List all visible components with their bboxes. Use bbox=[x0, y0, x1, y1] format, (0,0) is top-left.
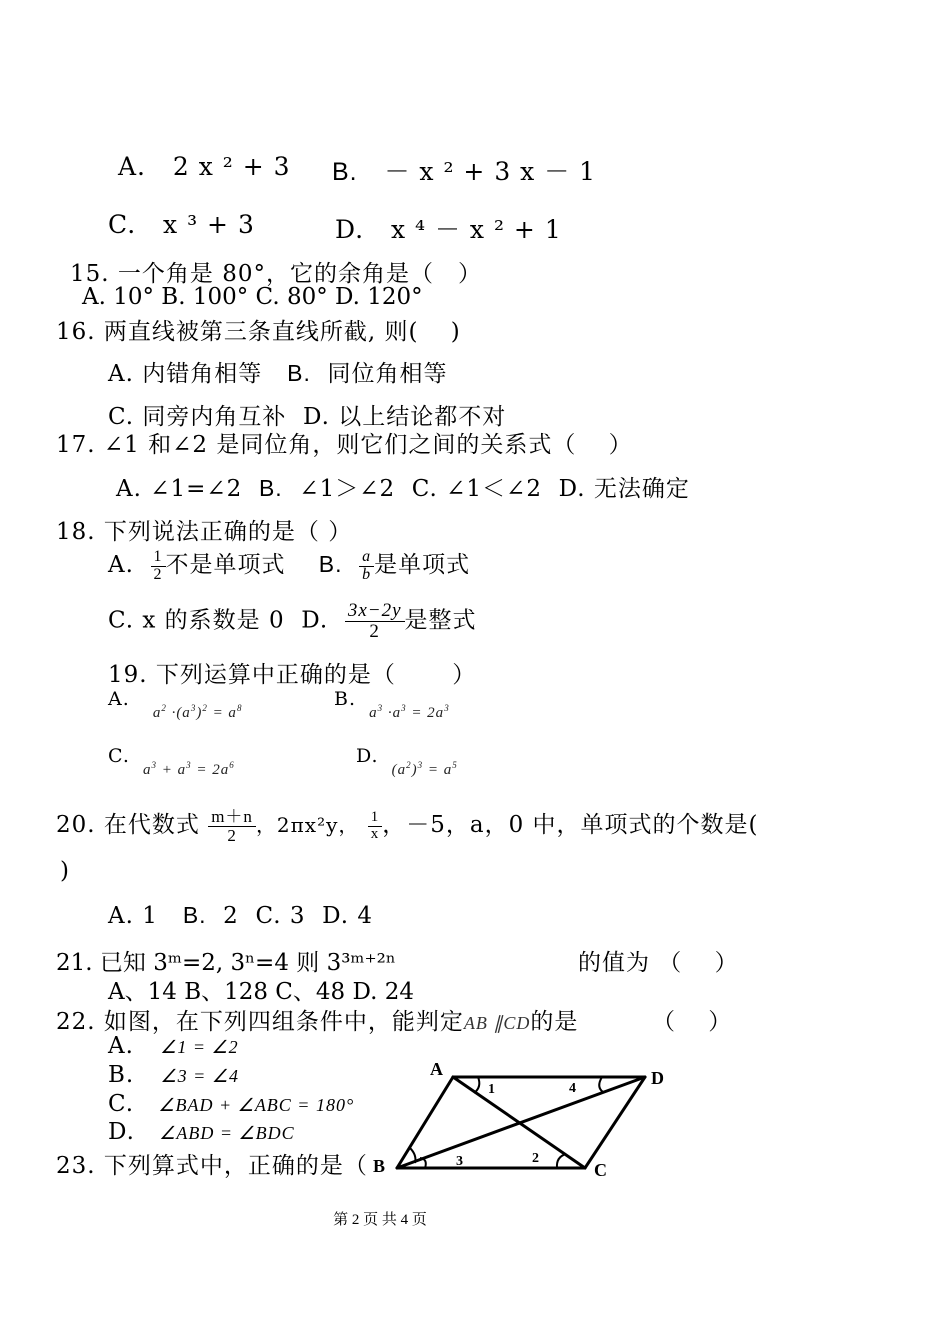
option-c: C. ∠1＜∠2 bbox=[411, 476, 542, 502]
q22-stem-pre: 22. 如图，在下列四组条件中，能判定 bbox=[56, 1009, 464, 1035]
option-d-text: 是整式 bbox=[404, 607, 477, 634]
option-c: C. x 的系数是 0 bbox=[108, 607, 285, 634]
option-d: D. 4 bbox=[322, 903, 373, 929]
option-a-text: 不是单项式 bbox=[165, 552, 286, 578]
option-expr: x ³ + 3 bbox=[163, 210, 255, 239]
option-d: D. 以上结论都不对 bbox=[303, 404, 507, 430]
q14-option-a bbox=[118, 152, 291, 181]
q22-stem-post: 的是 bbox=[530, 1009, 579, 1035]
q16-options-ab bbox=[108, 355, 448, 388]
option-label: A. bbox=[118, 152, 147, 181]
q22-option-a bbox=[108, 1033, 239, 1059]
q20-stem-pre: 20. 在代数式 bbox=[56, 812, 200, 838]
option-d: D. 无法确定 bbox=[558, 476, 690, 502]
parallelogram-figure bbox=[370, 1055, 670, 1185]
q18-options-cd bbox=[108, 601, 477, 642]
q19-stem: 19. 下列运算中正确的是（ ） bbox=[108, 662, 477, 688]
fraction-one-half: $\frac{1}{2}$ bbox=[151, 549, 166, 584]
vertex-label-a: A bbox=[430, 1059, 443, 1079]
formula-a: a2 ·(a3)2 = a8 bbox=[152, 703, 243, 721]
segment-ab bbox=[397, 1077, 453, 1168]
q20-stem-post: ，－5，a，0 中，单项式的个数是( bbox=[382, 812, 759, 838]
q20-options bbox=[108, 902, 373, 929]
condition-c: ∠BAD + ∠ABC = 180° bbox=[158, 1095, 355, 1115]
q20-stem bbox=[56, 806, 758, 844]
option-c: C. 3 bbox=[255, 903, 306, 929]
q22-paren: （ ） bbox=[652, 1009, 733, 1035]
q22-option-c bbox=[108, 1091, 354, 1117]
option-label: D. bbox=[335, 215, 365, 244]
q21-stem: 21. 已知 3ᵐ=2, 3ⁿ=4 则 3³ᵐ⁺²ⁿ bbox=[56, 950, 396, 976]
option-b-label: B. bbox=[258, 475, 283, 501]
q22-option-b bbox=[108, 1062, 239, 1088]
angle-label-3: 3 bbox=[456, 1154, 463, 1169]
q22-stem bbox=[56, 1003, 578, 1036]
option-a: A. ∠1=∠2 bbox=[116, 476, 243, 502]
option-a-label: A. bbox=[108, 552, 134, 578]
option-label: B. bbox=[332, 158, 358, 186]
condition-a: ∠1 = ∠2 bbox=[160, 1037, 239, 1057]
formula-d: (a2)3 = a5 bbox=[391, 760, 458, 778]
diagonal-bd bbox=[397, 1077, 645, 1168]
option-label: D. bbox=[356, 745, 379, 767]
q15-stem: 15. 一个角是 80°，它的余角是（ ） bbox=[70, 261, 482, 287]
option-label: B. bbox=[334, 688, 357, 710]
q21-tail: 的值为 （ ） bbox=[578, 950, 739, 976]
condition-b: ∠3 = ∠4 bbox=[160, 1066, 239, 1086]
formula-b: a3 ·a3 = 2a3 bbox=[369, 703, 450, 721]
option-b-label: B. bbox=[182, 902, 207, 928]
option-a: A. 内错角相等 bbox=[108, 361, 263, 387]
q17-options bbox=[116, 470, 690, 503]
condition-d: ∠ABD = ∠BDC bbox=[159, 1123, 295, 1143]
option-b-label: B. bbox=[318, 551, 343, 577]
q19-option-d bbox=[356, 745, 458, 778]
option-b: ∠1＞∠2 bbox=[299, 476, 396, 502]
q15-options: A. 10° B. 100° C. 80° D. 120° bbox=[82, 284, 423, 310]
fraction-a-over-b: $\frac{a}{b}$ bbox=[359, 549, 374, 584]
q21-options: A、14 B、128 C、48 D. 24 bbox=[108, 979, 414, 1005]
angle-label-2: 2 bbox=[532, 1151, 539, 1166]
option-label: C. bbox=[108, 1091, 135, 1117]
option-a: A. 1 bbox=[108, 903, 158, 929]
angle-arc-4 bbox=[599, 1077, 603, 1092]
option-b-label: B. bbox=[287, 360, 311, 386]
angle-label-4: 4 bbox=[569, 1081, 576, 1096]
q17-stem: 17. ∠1 和∠2 是同位角，则它们之间的关系式（ ） bbox=[56, 432, 633, 458]
option-label: C. bbox=[108, 745, 130, 767]
vertex-label-b: B bbox=[373, 1156, 386, 1176]
q14-option-d bbox=[335, 210, 562, 246]
option-b: 同位角相等 bbox=[327, 361, 448, 387]
q19-option-c bbox=[108, 745, 235, 778]
fraction-m-plus-n-over-2: $\frac{m+n}{2}$ bbox=[208, 808, 256, 845]
option-d-label: D. bbox=[301, 607, 329, 634]
q22-option-d bbox=[108, 1119, 295, 1145]
fraction-one-over-x: $\frac{1}{x}$ bbox=[368, 810, 383, 843]
q14-option-c bbox=[108, 210, 255, 239]
q16-stem: 16. 两直线被第三条直线所截, 则( ) bbox=[56, 319, 461, 345]
vertex-label-c: C bbox=[594, 1160, 607, 1180]
q18-options-ab bbox=[108, 546, 470, 583]
option-expr: － x ² + 3 x － 1 bbox=[384, 157, 597, 186]
option-b: 2 bbox=[223, 903, 239, 929]
q18-stem: 18. 下列说法正确的是（ ） bbox=[56, 519, 353, 545]
vertex-label-d: D bbox=[651, 1068, 664, 1088]
option-expr: x ⁴ － x ² + 1 bbox=[390, 215, 562, 244]
segment-dc bbox=[585, 1077, 645, 1168]
q23-stem: 23. 下列算式中，正确的是（ bbox=[56, 1153, 368, 1179]
formula-c: a3 + a3 = 2a6 bbox=[142, 760, 235, 778]
angle-arc-2 bbox=[557, 1154, 566, 1168]
q20-close: ) bbox=[60, 858, 70, 884]
option-c: C. 同旁内角互补 bbox=[108, 404, 287, 430]
q22-ab-cd: AB ∥CD bbox=[463, 1013, 531, 1033]
page-footer: 第 2 页 共 4 页 bbox=[333, 1212, 427, 1228]
option-label: A. bbox=[108, 688, 130, 710]
angle-label-1: 1 bbox=[488, 1082, 495, 1097]
option-label: C. bbox=[108, 210, 137, 239]
option-label: D. bbox=[108, 1119, 135, 1145]
q14-option-b bbox=[332, 152, 596, 188]
option-expr: 2 x ² + 3 bbox=[172, 152, 291, 181]
q20-stem-mid: ，2πx²y， bbox=[255, 813, 360, 837]
option-label: B. bbox=[108, 1062, 135, 1088]
fraction-3x-2y-over-2: $\frac{3x-2y}{2}$ bbox=[345, 601, 405, 642]
option-b-text: 是单项式 bbox=[374, 552, 471, 578]
option-label: A. bbox=[108, 1033, 134, 1059]
